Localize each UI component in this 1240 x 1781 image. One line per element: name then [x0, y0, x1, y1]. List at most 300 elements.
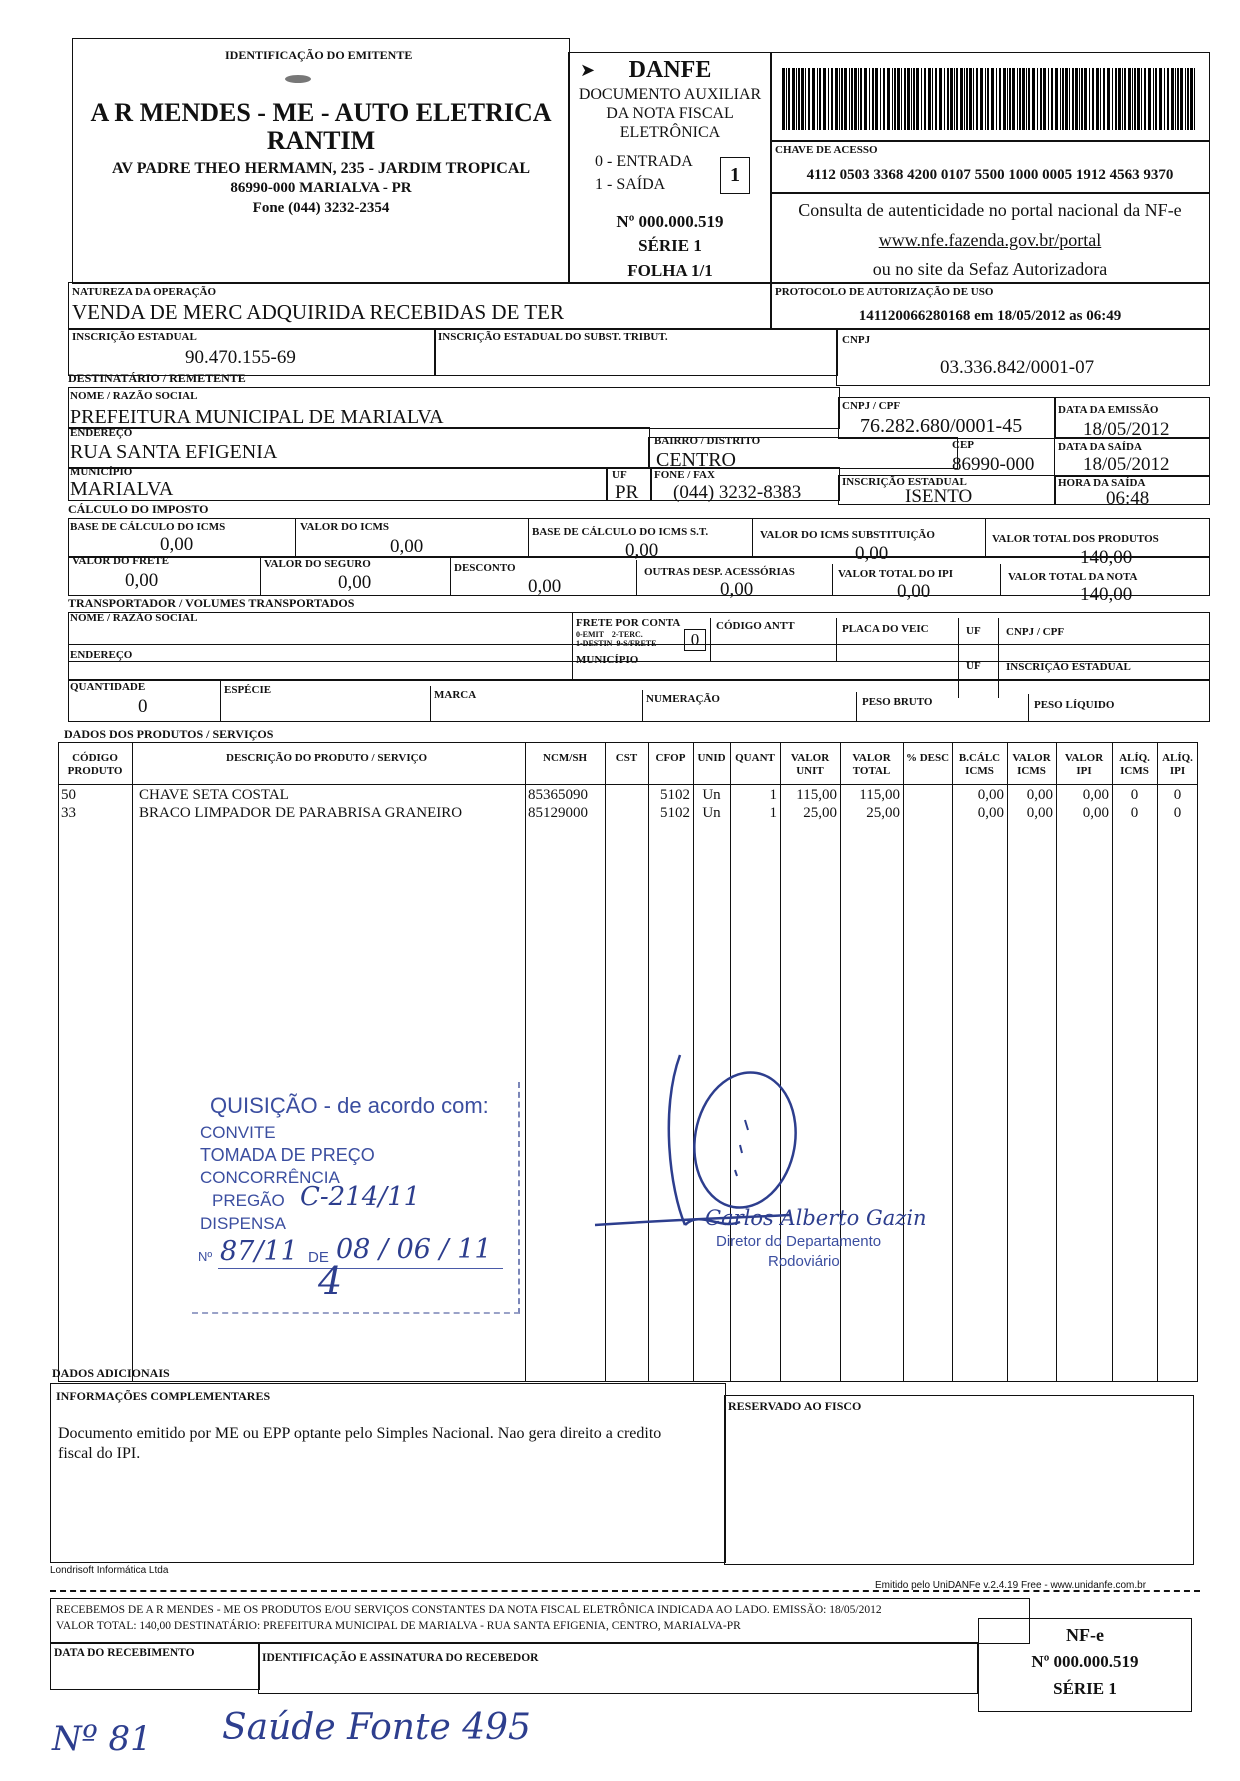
- barcode-bar: [907, 68, 910, 130]
- transp-nome-label: NOME / RAZÃO SOCIAL: [70, 612, 198, 624]
- barcode-bar: [964, 68, 965, 130]
- stamp-line2: CONVITE: [200, 1123, 276, 1142]
- barcode-bar: [849, 68, 850, 130]
- produtos-header-cell: % DESC: [905, 752, 950, 764]
- desconto-label: DESCONTO: [454, 562, 516, 574]
- transp-row3-sep1: [220, 680, 221, 722]
- barcode-bar: [1177, 68, 1179, 130]
- barcode-bar: [935, 68, 937, 130]
- imposto-row2-sep1: [260, 556, 261, 596]
- barcode-bar: [932, 68, 933, 130]
- table-cell: 50: [61, 787, 76, 803]
- barcode-bar: [792, 68, 795, 130]
- barcode-bar: [1134, 68, 1136, 130]
- emitente-logo-mark: [285, 75, 311, 83]
- transp-municipio-label: MUNICÍPIO: [576, 654, 639, 666]
- barcode-bar: [1017, 68, 1018, 130]
- barcode-bar: [1051, 68, 1053, 130]
- barcode-bar: [805, 68, 806, 130]
- valor-icms-label: VALOR DO ICMS: [300, 521, 390, 533]
- emitente-name: A R MENDES - ME - AUTO ELETRICA: [90, 98, 552, 127]
- barcode-bar: [1137, 68, 1140, 130]
- barcode-bar: [841, 68, 843, 130]
- barcode-bar: [828, 68, 829, 130]
- chave-label: CHAVE DE ACESSO: [775, 144, 878, 156]
- signature-ticks: [735, 1120, 748, 1176]
- barcode-bar: [996, 68, 997, 130]
- barcode-bar: [894, 68, 896, 130]
- barcode-bar: [1171, 68, 1174, 130]
- transp-frete-label: FRETE POR CONTA: [576, 617, 681, 629]
- dest-fone-value: (044) 3232-8383: [673, 482, 802, 503]
- info-line1: Documento emitido por ME ou EPP optante pelo Simples Nacional. Nao gera direito a credito: [58, 1425, 662, 1442]
- barcode-bar: [913, 68, 915, 130]
- table-cell: 0: [1173, 787, 1182, 803]
- barcode-bar: [1037, 68, 1038, 130]
- table-cell: 0: [1130, 805, 1139, 821]
- table-cell: 25,00: [803, 805, 837, 821]
- barcode-bar: [1132, 68, 1133, 130]
- natureza-value: VENDA DE MERC ADQUIRIDA RECEBIDAS DE TER: [72, 300, 564, 324]
- fisco-box: [724, 1395, 1194, 1565]
- transp-especie-label: ESPÉCIE: [224, 684, 272, 696]
- signature-title2: Rodoviário: [768, 1253, 840, 1270]
- signature-stroke: [595, 1055, 790, 1225]
- seguro-label: VALOR DO SEGURO: [264, 558, 371, 570]
- barcode-bar: [1032, 68, 1035, 130]
- dest-ie-label: INSCRIÇÃO ESTADUAL: [842, 476, 967, 488]
- barcode-bar: [950, 68, 953, 130]
- transp-quantidade-value: 0: [138, 696, 148, 717]
- barcode-bar: [987, 68, 989, 130]
- barcode-bar: [1118, 68, 1121, 130]
- transp-ie-label: INSCRIÇÃO ESTADUAL: [1006, 661, 1131, 673]
- table-cell: 1: [769, 787, 777, 803]
- transp-row3-sep5: [1028, 694, 1029, 722]
- transp-peso-liquido-label: PESO LÍQUIDO: [1034, 699, 1115, 711]
- barcode-bar: [1028, 68, 1030, 130]
- transp-uf-label: UF: [966, 625, 981, 637]
- stamp-line7-de: DE: [308, 1249, 329, 1266]
- barcode-bar: [1187, 68, 1189, 130]
- barcode-bar: [1148, 68, 1151, 130]
- imposto-section: CÁLCULO DO IMPOSTO: [68, 502, 209, 516]
- table-cell: 1: [769, 805, 777, 821]
- barcode-bar: [869, 68, 870, 130]
- transp-antt-label: CÓDIGO ANTT: [716, 620, 795, 632]
- total-produtos-value: 140,00: [1080, 547, 1133, 568]
- total-nota-value: 140,00: [1080, 584, 1133, 605]
- dest-uf-value: PR: [615, 482, 639, 503]
- valor-st-label: VALOR DO ICMS SUBSTITUIÇÃO: [760, 529, 935, 541]
- canhoto-text1: RECEBEMOS DE A R MENDES - ME OS PRODUTOS E/OU SERVIÇOS CONSTANTES DA NOTA FISCAL ELETRÔNICA INDICADA AO LADO. EMISSÃO: 18/05/2012: [56, 1604, 882, 1616]
- barcode-bar: [1159, 68, 1162, 130]
- barcode-bar: [1144, 68, 1146, 130]
- barcode-bar: [831, 68, 833, 130]
- ipi-value: 0,00: [897, 581, 931, 602]
- canhoto-serie: SÉRIE 1: [1053, 1679, 1117, 1698]
- table-cell: 5102: [660, 787, 690, 803]
- barcode-bar: [897, 68, 900, 130]
- barcode-bar: [1003, 68, 1006, 130]
- imposto-row1-sep4: [985, 518, 986, 558]
- barcode-bar: [872, 68, 874, 130]
- barcode-bar: [916, 68, 919, 130]
- transp-frete-opt1: 0-EMIT 2-TERC.: [576, 630, 643, 639]
- transp-uf2-label: UF: [966, 660, 981, 672]
- ie-st-label: INSCRIÇÃO ESTADUAL DO SUBST. TRIBUT.: [438, 331, 668, 343]
- danfe-title: DANFE: [628, 57, 712, 83]
- table-cell: 115,00: [859, 787, 900, 803]
- barcode-bar: [883, 68, 885, 130]
- danfe-tipo-box: [720, 157, 750, 194]
- barcode-bar: [911, 68, 912, 130]
- table-cell: CHAVE SETA COSTAL: [139, 787, 289, 803]
- barcode-bar: [924, 68, 926, 130]
- dest-fone-label: FONE / FAX: [654, 469, 715, 481]
- chave-value: 4112 0503 3368 4200 0107 5500 1000 0005 1912 4563 9370: [806, 167, 1174, 183]
- signature-name: Carlos Alberto Gazin: [705, 1206, 927, 1230]
- barcode-bar: [788, 68, 790, 130]
- produtos-col-divider: [1007, 742, 1008, 1382]
- danfe-folha: FOLHA 1/1: [627, 261, 713, 280]
- footer-handwritten-left: Nº 81: [52, 1719, 152, 1759]
- emitente-address: AV PADRE THEO HERMAMN, 235 - JARDIM TROPICAL: [111, 160, 531, 177]
- barcode-bar: [904, 68, 906, 130]
- dest-nome-value: PREFEITURA MUNICIPAL DE MARIALVA: [70, 406, 444, 428]
- barcode-bar: [880, 68, 881, 130]
- produtos-header-cell: QUANT: [735, 752, 775, 764]
- produtos-col-divider: [1157, 742, 1158, 1382]
- stamp-line7-prefix: Nº: [198, 1249, 213, 1264]
- base-st-label: BASE DE CÁLCULO DO ICMS S.T.: [532, 526, 709, 538]
- signature-title1: Diretor do Departamento: [716, 1233, 882, 1250]
- barcode-bar: [892, 68, 893, 130]
- barcode-bar: [1175, 68, 1176, 130]
- signature-loop: [684, 1064, 806, 1215]
- dest-cnpj-label: CNPJ / CPF: [842, 400, 901, 412]
- produtos-header-cell: DESCRIÇÃO DO PRODUTO / SERVIÇO: [226, 752, 428, 764]
- destinatario-section: DESTINATÁRIO / REMETENTE: [68, 371, 246, 385]
- frete-label: VALOR DO FRETE: [72, 555, 169, 567]
- barcode-bar: [887, 68, 890, 130]
- barcode-bar: [1153, 68, 1154, 130]
- dest-bairro-label: BAIRRO / DISTRITO: [654, 435, 761, 447]
- dest-endereco-label: ENDEREÇO: [70, 427, 133, 439]
- barcode-bar: [1026, 68, 1027, 130]
- danfe-sub3: ELETRÔNICA: [619, 124, 721, 141]
- stamp-line1: QUISIÇÃO - de acordo com:: [210, 1093, 489, 1118]
- barcode-bar: [1164, 68, 1165, 130]
- stamp-mark: 4: [318, 1259, 343, 1303]
- dest-emissao-value: 18/05/2012: [1083, 419, 1170, 440]
- danfe-sub1: DOCUMENTO AUXILIAR: [578, 86, 762, 103]
- barcode-bar: [954, 68, 955, 130]
- barcode-bar: [921, 68, 922, 130]
- produtos-header-cell: B.CÁLC ICMS: [958, 752, 1001, 777]
- imposto-row1-sep3: [752, 518, 753, 558]
- stamp-line7-date: 08 / 06 / 11: [336, 1234, 492, 1265]
- dest-cep-label: CEP: [952, 439, 974, 451]
- consulta-link[interactable]: www.nfe.fazenda.gov.br/portal: [878, 230, 1102, 250]
- barcode-bar: [1128, 68, 1131, 130]
- dest-hora-value: 06:48: [1106, 488, 1150, 509]
- barcode-bar: [1141, 68, 1142, 130]
- dest-cnpj-value: 76.282.680/0001-45: [860, 415, 1023, 437]
- natureza-label: NATUREZA DA OPERAÇÃO: [72, 286, 217, 298]
- imposto-row2-sep5: [1000, 564, 1001, 596]
- emitente-label: IDENTIFICAÇÃO DO EMITENTE: [225, 48, 413, 62]
- barcode-bar: [1107, 68, 1110, 130]
- stamp-line5: PREGÃO: [212, 1191, 285, 1210]
- dest-cep-value: 86990-000: [952, 454, 1035, 475]
- barcode-bar: [1167, 68, 1169, 130]
- barcode-bar: [812, 68, 815, 130]
- desconto-value: 0,00: [528, 576, 562, 597]
- produtos-header-line: [58, 784, 1198, 785]
- fisco-label: RESERVADO AO FISCO: [728, 1399, 862, 1413]
- barcode-bar: [1089, 68, 1090, 130]
- barcode-bar: [796, 68, 797, 130]
- produtos-col-divider: [132, 742, 133, 1382]
- table-cell: Un: [702, 787, 721, 803]
- base-st-value: 0,00: [625, 540, 659, 561]
- table-cell: 0,00: [977, 805, 1004, 821]
- ie-label: INSCRIÇÃO ESTADUAL: [72, 331, 197, 343]
- transp-row3-sep2: [430, 686, 431, 722]
- transp-frete-opt2: 1-DESTIN 9-S/FRETE: [576, 639, 657, 648]
- total-produtos-label: VALOR TOTAL DOS PRODUTOS: [992, 533, 1159, 545]
- transp-placa-label: PLACA DO VEIC: [842, 623, 929, 635]
- barcode-bar: [1072, 68, 1074, 130]
- consulta-line3: ou no site da Sefaz Autorizadora: [872, 259, 1108, 279]
- adicionais-section: DADOS ADICIONAIS: [52, 1366, 170, 1380]
- barcode-bar: [808, 68, 810, 130]
- transp-row2-sep1: [572, 644, 573, 680]
- barcode-bar: [1122, 68, 1123, 130]
- frete-value: 0,00: [125, 570, 159, 591]
- emitente-phone: Fone (044) 3232-2354: [252, 200, 390, 216]
- dest-ie-value: ISENTO: [905, 486, 973, 507]
- stamp-line7-num: 87/11: [220, 1236, 298, 1267]
- barcode-bar: [1185, 68, 1186, 130]
- barcode-bar: [1069, 68, 1070, 130]
- produtos-header-cell: CÓDIGO PRODUTO: [67, 752, 123, 777]
- produtos-header-cell: VALOR UNIT: [790, 752, 830, 777]
- table-cell: 0,00: [977, 787, 1004, 803]
- barcode-bar: [976, 68, 978, 130]
- barcode-bar: [928, 68, 931, 130]
- dest-emissao-label: DATA DA EMISSÃO: [1058, 404, 1159, 416]
- table-cell: 85365090: [528, 787, 588, 803]
- barcode-bar: [1092, 68, 1094, 130]
- barcode-bar: [1019, 68, 1021, 130]
- barcode-bar: [991, 68, 994, 130]
- base-icms-label: BASE DE CÁLCULO DO ICMS: [70, 521, 226, 533]
- barcode-bar: [1075, 68, 1078, 130]
- cnpj-emit-value: 03.336.842/0001-07: [940, 357, 1095, 378]
- table-cell: 0,00: [1026, 805, 1053, 821]
- barcode-bar: [947, 68, 949, 130]
- canhoto-data-label: DATA DO RECEBIMENTO: [54, 1647, 195, 1659]
- barcode-bar: [1100, 68, 1101, 130]
- dest-bairro-value: CENTRO: [656, 449, 736, 471]
- barcode-bar: [1194, 68, 1195, 130]
- barcode-bar: [1115, 68, 1117, 130]
- imposto-row1-sep1: [295, 518, 296, 558]
- table-cell: 85129000: [528, 805, 588, 821]
- imposto-row2-sep3: [636, 560, 637, 596]
- seguro-value: 0,00: [338, 572, 372, 593]
- transp-row3-sep4: [856, 692, 857, 722]
- barcode-bar: [1180, 68, 1183, 130]
- transp-marca-label: MARCA: [434, 689, 477, 701]
- barcode-bar: [801, 68, 804, 130]
- produtos-header-cell: VALOR ICMS: [1012, 752, 1051, 777]
- imposto-row2-sep4: [832, 564, 833, 596]
- barcode-bar: [875, 68, 878, 130]
- table-cell: 115,00: [796, 787, 837, 803]
- produtos-col-divider: [1112, 742, 1113, 1382]
- barcode-bar: [1043, 68, 1046, 130]
- stamp-line5-hand: C-214/11: [300, 1182, 421, 1212]
- barcode-bar: [1079, 68, 1080, 130]
- produtos-header-cell: VALOR TOTAL: [852, 752, 891, 777]
- table-cell: 0,00: [1026, 787, 1053, 803]
- info-line2: fiscal do IPI.: [58, 1445, 141, 1462]
- dest-saida-label: DATA DA SAÍDA: [1058, 441, 1142, 453]
- stamp-line3: TOMADA DE PREÇO: [200, 1145, 375, 1165]
- produtos-header-cell: CST: [615, 752, 638, 764]
- canhoto-text2: VALOR TOTAL: 140,00 DESTINATÁRIO: PREFEITURA MUNICIPAL DE MARIALVA - RUA SANTA EFIGENIA, CENTRO, MARIALVA-PR: [56, 1620, 741, 1632]
- produtos-section: DADOS DOS PRODUTOS / SERVIÇOS: [64, 727, 274, 741]
- table-cell: 0,00: [1082, 805, 1109, 821]
- danfe-saida: 1 - SAÍDA: [595, 176, 666, 193]
- barcode-bar: [1096, 68, 1099, 130]
- cnpj-emit-label: CNPJ: [842, 334, 871, 346]
- total-nota-label: VALOR TOTAL DA NOTA: [1008, 571, 1138, 583]
- emitido-label: Emitido pelo UniDANFe v.2.4.19 Free - www.unidanfe.com.br: [875, 1580, 1147, 1591]
- barcode-bar: [1009, 68, 1011, 130]
- transp-numeracao-label: NUMERAÇÃO: [646, 693, 720, 705]
- barcode-bar: [969, 68, 972, 130]
- barcode-bar: [1062, 68, 1064, 130]
- danfe-arrow-icon: ➤: [580, 60, 596, 80]
- stamp-line4: CONCORRÊNCIA: [200, 1168, 340, 1187]
- barcode-bar: [1103, 68, 1105, 130]
- canhoto-assinatura-label: IDENTIFICAÇÃO E ASSINATURA DO RECEBEDOR: [262, 1652, 539, 1664]
- danfe-serie: SÉRIE 1: [638, 236, 702, 255]
- consulta-line1: Consulta de autenticidade no portal nacional da NF-e: [798, 200, 1182, 220]
- info-box: [50, 1383, 726, 1563]
- dest-municipio-label: MUNICÍPIO: [70, 466, 133, 478]
- produtos-header-cell: UNID: [697, 752, 726, 764]
- table-cell: BRACO LIMPADOR DE PARABRISA GRANEIRO: [139, 805, 463, 821]
- barcode-bar: [1124, 68, 1126, 130]
- produtos-col-divider: [525, 742, 526, 1382]
- barcode-bar: [1007, 68, 1008, 130]
- dest-hora-label: HORA DA SAÍDA: [1058, 477, 1146, 489]
- barcode-bar: [1081, 68, 1083, 130]
- barcode-bar: [1112, 68, 1113, 130]
- barcode-bar: [854, 68, 857, 130]
- valor-icms-value: 0,00: [390, 536, 424, 557]
- produtos-header-cell: VALOR IPI: [1064, 752, 1104, 777]
- table-cell: 0: [1173, 805, 1182, 821]
- dest-uf-label: UF: [612, 469, 627, 481]
- barcode-bar: [823, 68, 826, 130]
- transp-frete-value: 0: [690, 630, 700, 649]
- barcode-bar: [782, 68, 785, 130]
- barcode-bar: [851, 68, 853, 130]
- table-cell: Un: [702, 805, 721, 821]
- dest-municipio-value: MARIALVA: [70, 478, 174, 500]
- barcode-bar: [860, 68, 862, 130]
- barcode-bar: [980, 68, 983, 130]
- barcode-bar: [1155, 68, 1157, 130]
- danfe-entrada: 0 - ENTRADA: [595, 153, 693, 170]
- canhoto-assinatura-box: [258, 1642, 978, 1694]
- stamp-line6: DISPENSA: [200, 1214, 286, 1233]
- barcode-bar: [817, 68, 818, 130]
- barcode-bar: [966, 68, 968, 130]
- emitente-city: 86990-000 MARIALVA - PR: [230, 180, 412, 196]
- danfe-sub2: DA NOTA FISCAL: [606, 105, 734, 122]
- stamp-underline: [218, 1268, 503, 1269]
- danfe-tipo: 1: [730, 164, 740, 186]
- produtos-col-divider: [1056, 742, 1057, 1382]
- imposto-row2-sep2: [450, 556, 451, 596]
- barcode-bar: [944, 68, 945, 130]
- protocolo-label: PROTOCOLO DE AUTORIZAÇÃO DE USO: [775, 286, 994, 298]
- barcode-bar: [844, 68, 847, 130]
- barcode-bar: [858, 68, 859, 130]
- barcode: [782, 68, 1198, 130]
- transp-cnpj-label: CNPJ / CPF: [1006, 626, 1065, 638]
- barcode-bar: [798, 68, 800, 130]
- ipi-label: VALOR TOTAL DO IPI: [838, 568, 954, 580]
- produtos-header-cell: ALÍQ. ICMS: [1119, 752, 1150, 777]
- barcode-bar: [985, 68, 986, 130]
- barcode-bar: [819, 68, 821, 130]
- barcode-bar: [1012, 68, 1015, 130]
- barcode-bar: [939, 68, 942, 130]
- produtos-header-cell: CFOP: [655, 752, 686, 764]
- barcode-bar: [973, 68, 974, 130]
- table-cell: 0,00: [1082, 787, 1109, 803]
- table-cell: 5102: [660, 805, 690, 821]
- dest-endereco-value: RUA SANTA EFIGENIA: [70, 441, 278, 463]
- transportador-section: TRANSPORTADOR / VOLUMES TRANSPORTADOS: [68, 596, 355, 610]
- barcode-bar: [901, 68, 902, 130]
- canhoto-numero: Nº 000.000.519: [1031, 1652, 1139, 1671]
- valor-st-value: 0,00: [855, 543, 889, 564]
- barcode-bar: [864, 68, 867, 130]
- outras-label: OUTRAS DESP. ACESSÓRIAS: [644, 566, 795, 578]
- barcode-bar: [1048, 68, 1049, 130]
- table-cell: 33: [61, 805, 76, 821]
- barcode-bar: [1055, 68, 1058, 130]
- outras-value: 0,00: [720, 579, 754, 600]
- barcode-bar: [960, 68, 963, 130]
- produtos-header-cell: NCM/SH: [543, 752, 587, 764]
- barcode-bar: [839, 68, 840, 130]
- software-label: Londrisoft Informática Ltda: [50, 1565, 169, 1576]
- emitente-name-2: RANTIM: [266, 126, 376, 155]
- barcode-bar: [999, 68, 1001, 130]
- barcode-bar: [1040, 68, 1042, 130]
- barcode-bar: [786, 68, 787, 130]
